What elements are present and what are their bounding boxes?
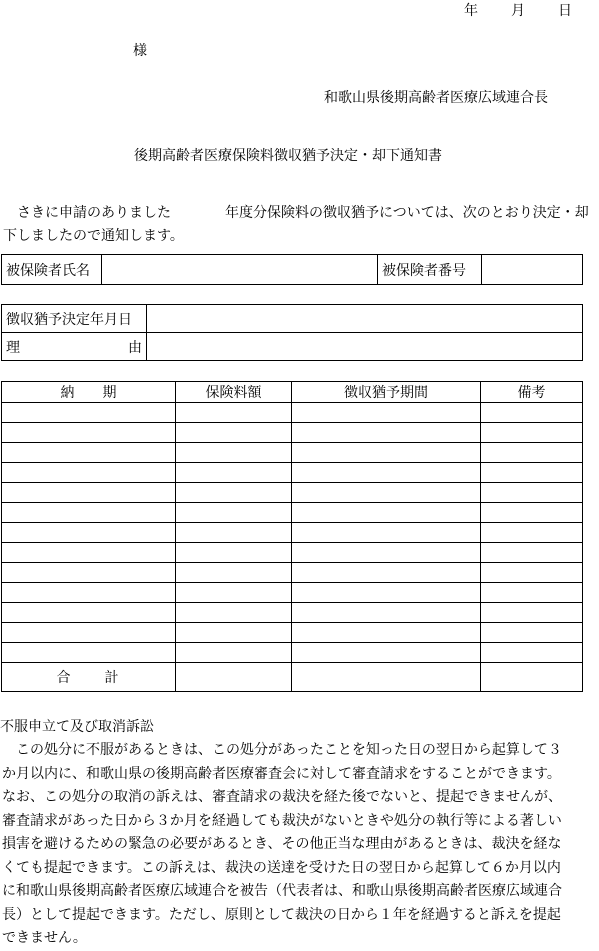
- payment-row: [2, 583, 583, 603]
- appeal-line: 審査請求があった日から３か月を経過しても裁決がないときや処分の執行等による著しい: [2, 812, 562, 829]
- recipient-suffix: 様: [133, 43, 147, 59]
- payment-row: [2, 543, 583, 563]
- due-date-cell[interactable]: [2, 643, 176, 663]
- due-date-cell[interactable]: [2, 503, 176, 523]
- payment-row: [2, 523, 583, 543]
- intro-part-2: 年度分保険料の徴収猶予については、次のとおり決定・却下しましたので通知します。: [3, 205, 589, 244]
- premium-cell[interactable]: [176, 503, 292, 523]
- due-date-cell[interactable]: [2, 483, 176, 503]
- payment-row: [2, 563, 583, 583]
- remarks-cell[interactable]: [481, 503, 583, 523]
- deferral-period-cell[interactable]: [292, 483, 481, 503]
- day-label: 日: [558, 3, 573, 19]
- remarks-cell[interactable]: [481, 423, 583, 443]
- premium-cell[interactable]: [176, 423, 292, 443]
- appeal-line: に和歌山県後期高齢者医療広域連合を被告（代表者は、和歌山県後期高齢者医療広域連合: [2, 883, 562, 899]
- appeal-line: この処分に不服があるときは、この処分があったことを知った日の翌日から起算して３: [2, 742, 562, 758]
- premium-cell[interactable]: [176, 623, 292, 643]
- issuer-name: 和歌山県後期高齢者医療広域連合長: [324, 90, 548, 106]
- due-date-cell[interactable]: [2, 463, 176, 483]
- appeal-heading: 不服申立て及び取消訴訟: [0, 719, 154, 735]
- deferral-period-cell[interactable]: [292, 443, 481, 463]
- premium-cell[interactable]: [176, 483, 292, 503]
- payment-row: [2, 463, 583, 483]
- remarks-cell[interactable]: [481, 623, 583, 643]
- remarks-cell[interactable]: [481, 603, 583, 623]
- premium-cell[interactable]: [176, 403, 292, 423]
- remarks-cell[interactable]: [481, 583, 583, 603]
- deferral-period-cell[interactable]: [292, 643, 481, 663]
- appeal-line: くても提起できます。この訴えは、裁決の送達を受けた日の翌日から起算して６か月以内: [2, 859, 561, 876]
- remarks-cell[interactable]: [481, 483, 583, 503]
- intro-part-1: さきに申請のありました: [17, 205, 171, 221]
- deferral-period-cell[interactable]: [292, 563, 481, 583]
- decision-date-field[interactable]: [147, 305, 583, 333]
- appeal-line: 長）として提起できます。ただし、原則として裁決の日から１年を経過すると訴えを提起: [2, 906, 561, 923]
- payment-row: [2, 643, 583, 663]
- due-date-cell[interactable]: [2, 403, 176, 423]
- total-row: [2, 663, 583, 692]
- reason-label: [2, 333, 147, 361]
- premium-cell[interactable]: [176, 643, 292, 663]
- remarks-cell[interactable]: [481, 443, 583, 463]
- insured-name-field[interactable]: [102, 255, 378, 285]
- deferral-period-cell[interactable]: [292, 463, 481, 483]
- premium-cell[interactable]: [176, 583, 292, 603]
- payment-row: [2, 443, 583, 463]
- year-label: 年: [464, 3, 479, 19]
- total-label: 合 計: [2, 663, 176, 692]
- deferral-period-cell[interactable]: [292, 623, 481, 643]
- remarks-cell[interactable]: [481, 523, 583, 543]
- payment-row: [2, 623, 583, 643]
- decision-date-label: 徴収猶予決定年月日: [2, 305, 147, 333]
- remarks-cell[interactable]: [481, 463, 583, 483]
- deferral-period-cell[interactable]: [292, 603, 481, 623]
- payment-row: [2, 603, 583, 623]
- reason-field[interactable]: [147, 333, 583, 361]
- due-date-cell[interactable]: [2, 563, 176, 583]
- appeal-line: できません。: [2, 930, 87, 946]
- remarks-cell[interactable]: [481, 563, 583, 583]
- remarks-cell[interactable]: [481, 543, 583, 563]
- due-date-cell[interactable]: [2, 443, 176, 463]
- payment-row: [2, 503, 583, 523]
- deferral-period-cell[interactable]: [292, 403, 481, 423]
- insured-person-table: [1, 254, 583, 285]
- header-remarks: 備考: [481, 382, 583, 403]
- header-deferral-period: 徴収猶予期間: [292, 382, 481, 403]
- premium-cell[interactable]: [176, 603, 292, 623]
- deferral-period-cell[interactable]: [292, 503, 481, 523]
- payment-table: [1, 381, 583, 692]
- premium-cell[interactable]: [176, 563, 292, 583]
- reason-label-2: 由: [128, 339, 142, 356]
- payment-row: [2, 403, 583, 423]
- payment-row: [2, 483, 583, 503]
- insured-name-label: 被保険者氏名: [2, 255, 102, 285]
- appeal-line: なお、この処分の取消の訴えは、審査請求の裁決を経た後でないと、提起できませんが、: [2, 789, 562, 805]
- payment-rows: [2, 403, 583, 663]
- due-date-cell[interactable]: [2, 603, 176, 623]
- total-period-cell[interactable]: [292, 663, 481, 692]
- header-due-date: 納 期: [2, 382, 176, 403]
- premium-cell[interactable]: [176, 543, 292, 563]
- due-date-cell[interactable]: [2, 623, 176, 643]
- document-title: 後期高齢者医療保険料徴収猶予決定・却下通知書: [134, 148, 442, 164]
- month-label: 月: [511, 3, 526, 19]
- payment-row: [2, 423, 583, 443]
- appeal-line: 損害を避けるための緊急の必要があるとき、その他正当な理由があるときは、裁決を経な: [2, 836, 562, 852]
- decision-table: [1, 304, 583, 361]
- remarks-cell[interactable]: [481, 403, 583, 423]
- deferral-period-cell[interactable]: [292, 583, 481, 603]
- deferral-period-cell[interactable]: [292, 523, 481, 543]
- date-line: [464, 0, 573, 20]
- deferral-period-cell[interactable]: [292, 423, 481, 443]
- total-remarks-cell[interactable]: [481, 663, 583, 692]
- total-premium-cell[interactable]: [176, 663, 292, 692]
- appeal-body: [2, 739, 599, 951]
- appeal-line: か月以内に、和歌山県の後期高齢者医療審査会に対して審査請求をすることができます。: [2, 765, 561, 782]
- premium-cell[interactable]: [176, 463, 292, 483]
- insured-number-field[interactable]: [482, 255, 583, 285]
- premium-cell[interactable]: [176, 523, 292, 543]
- due-date-cell[interactable]: [2, 583, 176, 603]
- premium-cell[interactable]: [176, 443, 292, 463]
- remarks-cell[interactable]: [481, 643, 583, 663]
- insured-number-label: 被保険者番号: [378, 255, 482, 285]
- due-date-cell[interactable]: [2, 423, 176, 443]
- due-date-cell[interactable]: [2, 523, 176, 543]
- deferral-period-cell[interactable]: [292, 543, 481, 563]
- header-premium-amount: 保険料額: [176, 382, 292, 403]
- intro-paragraph: [3, 202, 599, 248]
- due-date-cell[interactable]: [2, 543, 176, 563]
- reason-label-1: 理: [6, 339, 20, 356]
